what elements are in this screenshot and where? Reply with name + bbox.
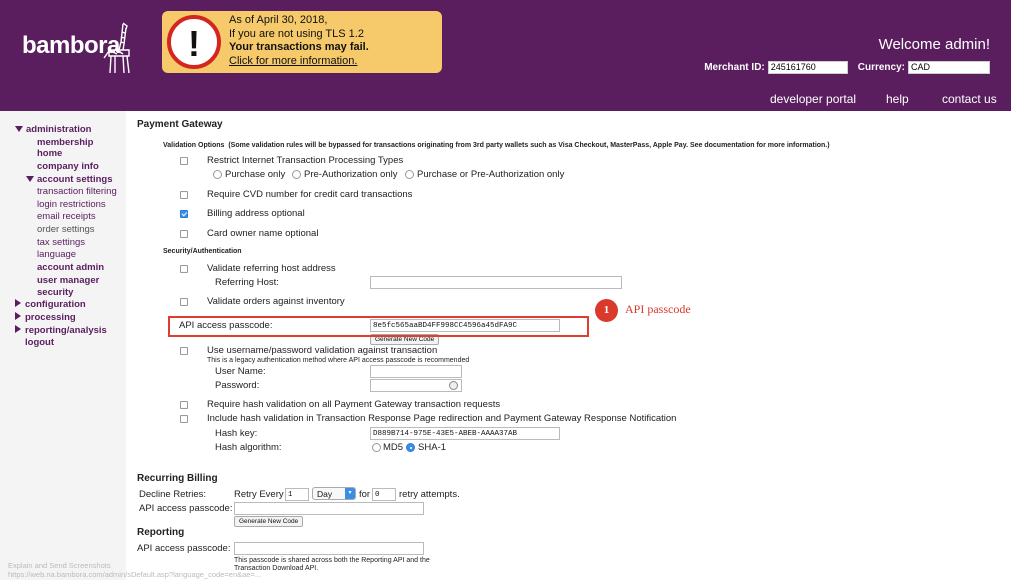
help-link[interactable]: help — [886, 92, 909, 106]
nav-language[interactable]: language — [37, 249, 77, 260]
expand-triangle-icon — [26, 176, 34, 182]
require-hash-label: Require hash validation on all Payment Gateway transaction requests — [207, 399, 501, 410]
merchant-info — [704, 61, 990, 74]
reporting-heading: Reporting — [137, 527, 185, 538]
purchase-only-label: Purchase only — [225, 169, 286, 180]
legacy-note: This is a legacy authentication method where API access passcode is recommended — [207, 357, 470, 364]
collapsed-triangle-icon — [15, 325, 21, 333]
require-hash-checkbox[interactable] — [180, 401, 188, 409]
card-owner-optional-checkbox[interactable] — [180, 230, 188, 238]
password-key-icon[interactable] — [449, 381, 458, 390]
referring-host-input[interactable] — [370, 276, 622, 289]
select-arrow-icon: ▾ — [345, 488, 355, 499]
retry-interval-input[interactable]: 1 — [285, 488, 309, 501]
retry-every-label: Retry Every — [234, 489, 284, 500]
password-label: Password: — [215, 380, 260, 391]
include-hash-checkbox[interactable] — [180, 415, 188, 423]
hash-algorithm-label: Hash algorithm: — [215, 442, 282, 453]
nav-company-info[interactable]: company info — [37, 161, 99, 172]
validate-orders-label: Validate orders against inventory — [207, 296, 345, 307]
api-passcode-input[interactable]: 8e5fc565aaBD4FF998CC4596a45dFA9C — [370, 319, 560, 332]
nav-logout[interactable]: logout — [25, 337, 55, 348]
use-username-checkbox[interactable] — [180, 347, 188, 355]
page-title: Payment Gateway — [137, 119, 223, 130]
notice-line-3: Your transactions may fail. — [229, 41, 369, 53]
billing-optional-checkbox[interactable] — [180, 210, 188, 218]
nav-security[interactable]: security — [37, 287, 74, 298]
rb-generate-new-code-button[interactable]: Generate New Code — [234, 516, 303, 527]
validation-options-label: Validation Options (Some validation rules will be bypassed for transactions originating from 3rd party wallets such as Visa Checkout, MasterPass, Apple Pay. See documentation for more information.) — [163, 142, 830, 149]
validate-referring-label: Validate referring host address — [207, 263, 336, 274]
rep-api-passcode-label: API access passcode: — [137, 543, 231, 554]
recurring-billing-heading: Recurring Billing — [137, 473, 218, 484]
collapsed-triangle-icon — [15, 299, 21, 307]
annotation-label: API passcode — [625, 302, 691, 316]
nav-administration[interactable]: administration — [15, 124, 91, 135]
preauth-only-label: Pre-Authorization only — [304, 169, 398, 180]
top-header — [0, 0, 1011, 111]
contact-us-link[interactable]: contact us — [942, 92, 997, 106]
nav-email-receipts[interactable]: email receipts — [37, 211, 96, 222]
generate-new-code-button[interactable]: Generate New Code — [370, 334, 439, 345]
nav-tax-settings[interactable]: tax settings — [37, 237, 86, 248]
user-name-input[interactable] — [370, 365, 462, 378]
bambora-logo[interactable]: bambora — [22, 32, 120, 59]
exclamation-icon: ! — [167, 15, 221, 69]
rep-api-passcode-input[interactable] — [234, 542, 424, 555]
notice-line-2: If you are not using TLS 1.2 — [229, 27, 364, 40]
collapsed-triangle-icon — [15, 312, 21, 320]
currency-field[interactable]: CAD — [908, 61, 990, 74]
hash-key-input[interactable]: D889B714-975E-43E5-ABEB-AAAA37AB — [370, 427, 560, 440]
for-label: for — [359, 489, 371, 500]
tls-notice-banner — [162, 11, 442, 73]
include-hash-label: Include hash validation in Transaction Response Page redirection and Payment Gateway Response Notification — [207, 413, 677, 424]
md5-radio[interactable] — [372, 443, 381, 452]
purchase-or-preauth-radio[interactable] — [405, 170, 414, 179]
nav-configuration[interactable]: configuration — [15, 299, 86, 310]
referring-host-label: Referring Host: — [215, 277, 279, 288]
rep-note-line-1: This passcode is shared across both the Reporting API and the — [234, 557, 430, 564]
notice-more-info-link[interactable]: Click for more information. — [229, 54, 358, 67]
billing-optional-label: Billing address optional — [207, 208, 305, 219]
use-username-label: Use username/password validation against transaction — [207, 345, 438, 356]
nav-processing[interactable]: processing — [15, 312, 76, 323]
merchant-id-field[interactable]: 245161760 — [768, 61, 848, 74]
nav-membership-home[interactable]: membership home — [37, 137, 94, 159]
require-cvd-checkbox[interactable] — [180, 191, 188, 199]
nav-user-manager[interactable]: user manager — [37, 275, 100, 286]
validate-orders-checkbox[interactable] — [180, 298, 188, 306]
welcome-message: Welcome admin! — [878, 36, 990, 53]
nav-account-settings[interactable]: account settings — [26, 174, 113, 185]
retry-attempts-input[interactable]: 0 — [372, 488, 396, 501]
annotation-marker: 1 — [595, 299, 618, 322]
nav-reporting-analysis[interactable]: reporting/analysis — [15, 325, 107, 336]
user-name-label: User Name: — [215, 366, 266, 377]
purchase-or-preauth-label: Purchase or Pre-Authorization only — [417, 169, 565, 180]
require-cvd-label: Require CVD number for credit card transactions — [207, 189, 413, 200]
sha1-label: SHA-1 — [418, 442, 446, 453]
restrict-types-checkbox[interactable] — [180, 157, 188, 165]
validate-referring-checkbox[interactable] — [180, 265, 188, 273]
retry-unit-value: Day — [317, 489, 333, 499]
sidebar — [0, 111, 126, 580]
hash-key-label: Hash key: — [215, 428, 258, 439]
preauth-only-radio[interactable] — [292, 170, 301, 179]
developer-portal-link[interactable]: developer portal — [770, 92, 857, 106]
nav-transaction-filtering[interactable]: transaction filtering — [37, 186, 117, 197]
card-owner-optional-label: Card owner name optional — [207, 228, 319, 239]
md5-label: MD5 — [383, 442, 404, 453]
decline-retries-label: Decline Retries: — [139, 489, 207, 500]
rb-api-passcode-label: API access passcode: — [139, 503, 233, 514]
purchase-only-radio[interactable] — [213, 170, 222, 179]
nav-order-settings[interactable]: order settings — [37, 224, 95, 235]
notice-line-1: As of April 30, 2018, — [229, 14, 328, 26]
footer-url: https://web.na.bambora.com/admin/sDefault.asp?language_code=en&ae=... — [8, 570, 262, 579]
security-auth-heading: Security/Authentication — [163, 248, 242, 255]
currency-label: Currency: — [857, 62, 905, 73]
sha1-radio[interactable] — [406, 443, 415, 452]
retry-unit-select[interactable] — [312, 487, 356, 500]
main-content — [126, 111, 1011, 580]
merchant-id-label: Merchant ID: — [704, 62, 765, 73]
nav-account-admin[interactable]: account admin — [37, 262, 105, 273]
retry-attempts-label: retry attempts. — [399, 489, 460, 500]
rb-api-passcode-input[interactable] — [234, 502, 424, 515]
footer-caption: Explain and Send Screenshots — [8, 561, 111, 570]
restrict-types-label: Restrict Internet Transaction Processing Types — [207, 155, 404, 166]
nav-login-restrictions[interactable]: login restrictions — [37, 199, 106, 210]
giraffe-icon — [101, 20, 135, 75]
api-passcode-highlight-box — [168, 316, 589, 337]
rep-note-line-2: Transaction Download API. — [234, 565, 319, 572]
api-passcode-label: API access passcode: — [179, 320, 273, 331]
expand-triangle-icon — [15, 126, 23, 132]
